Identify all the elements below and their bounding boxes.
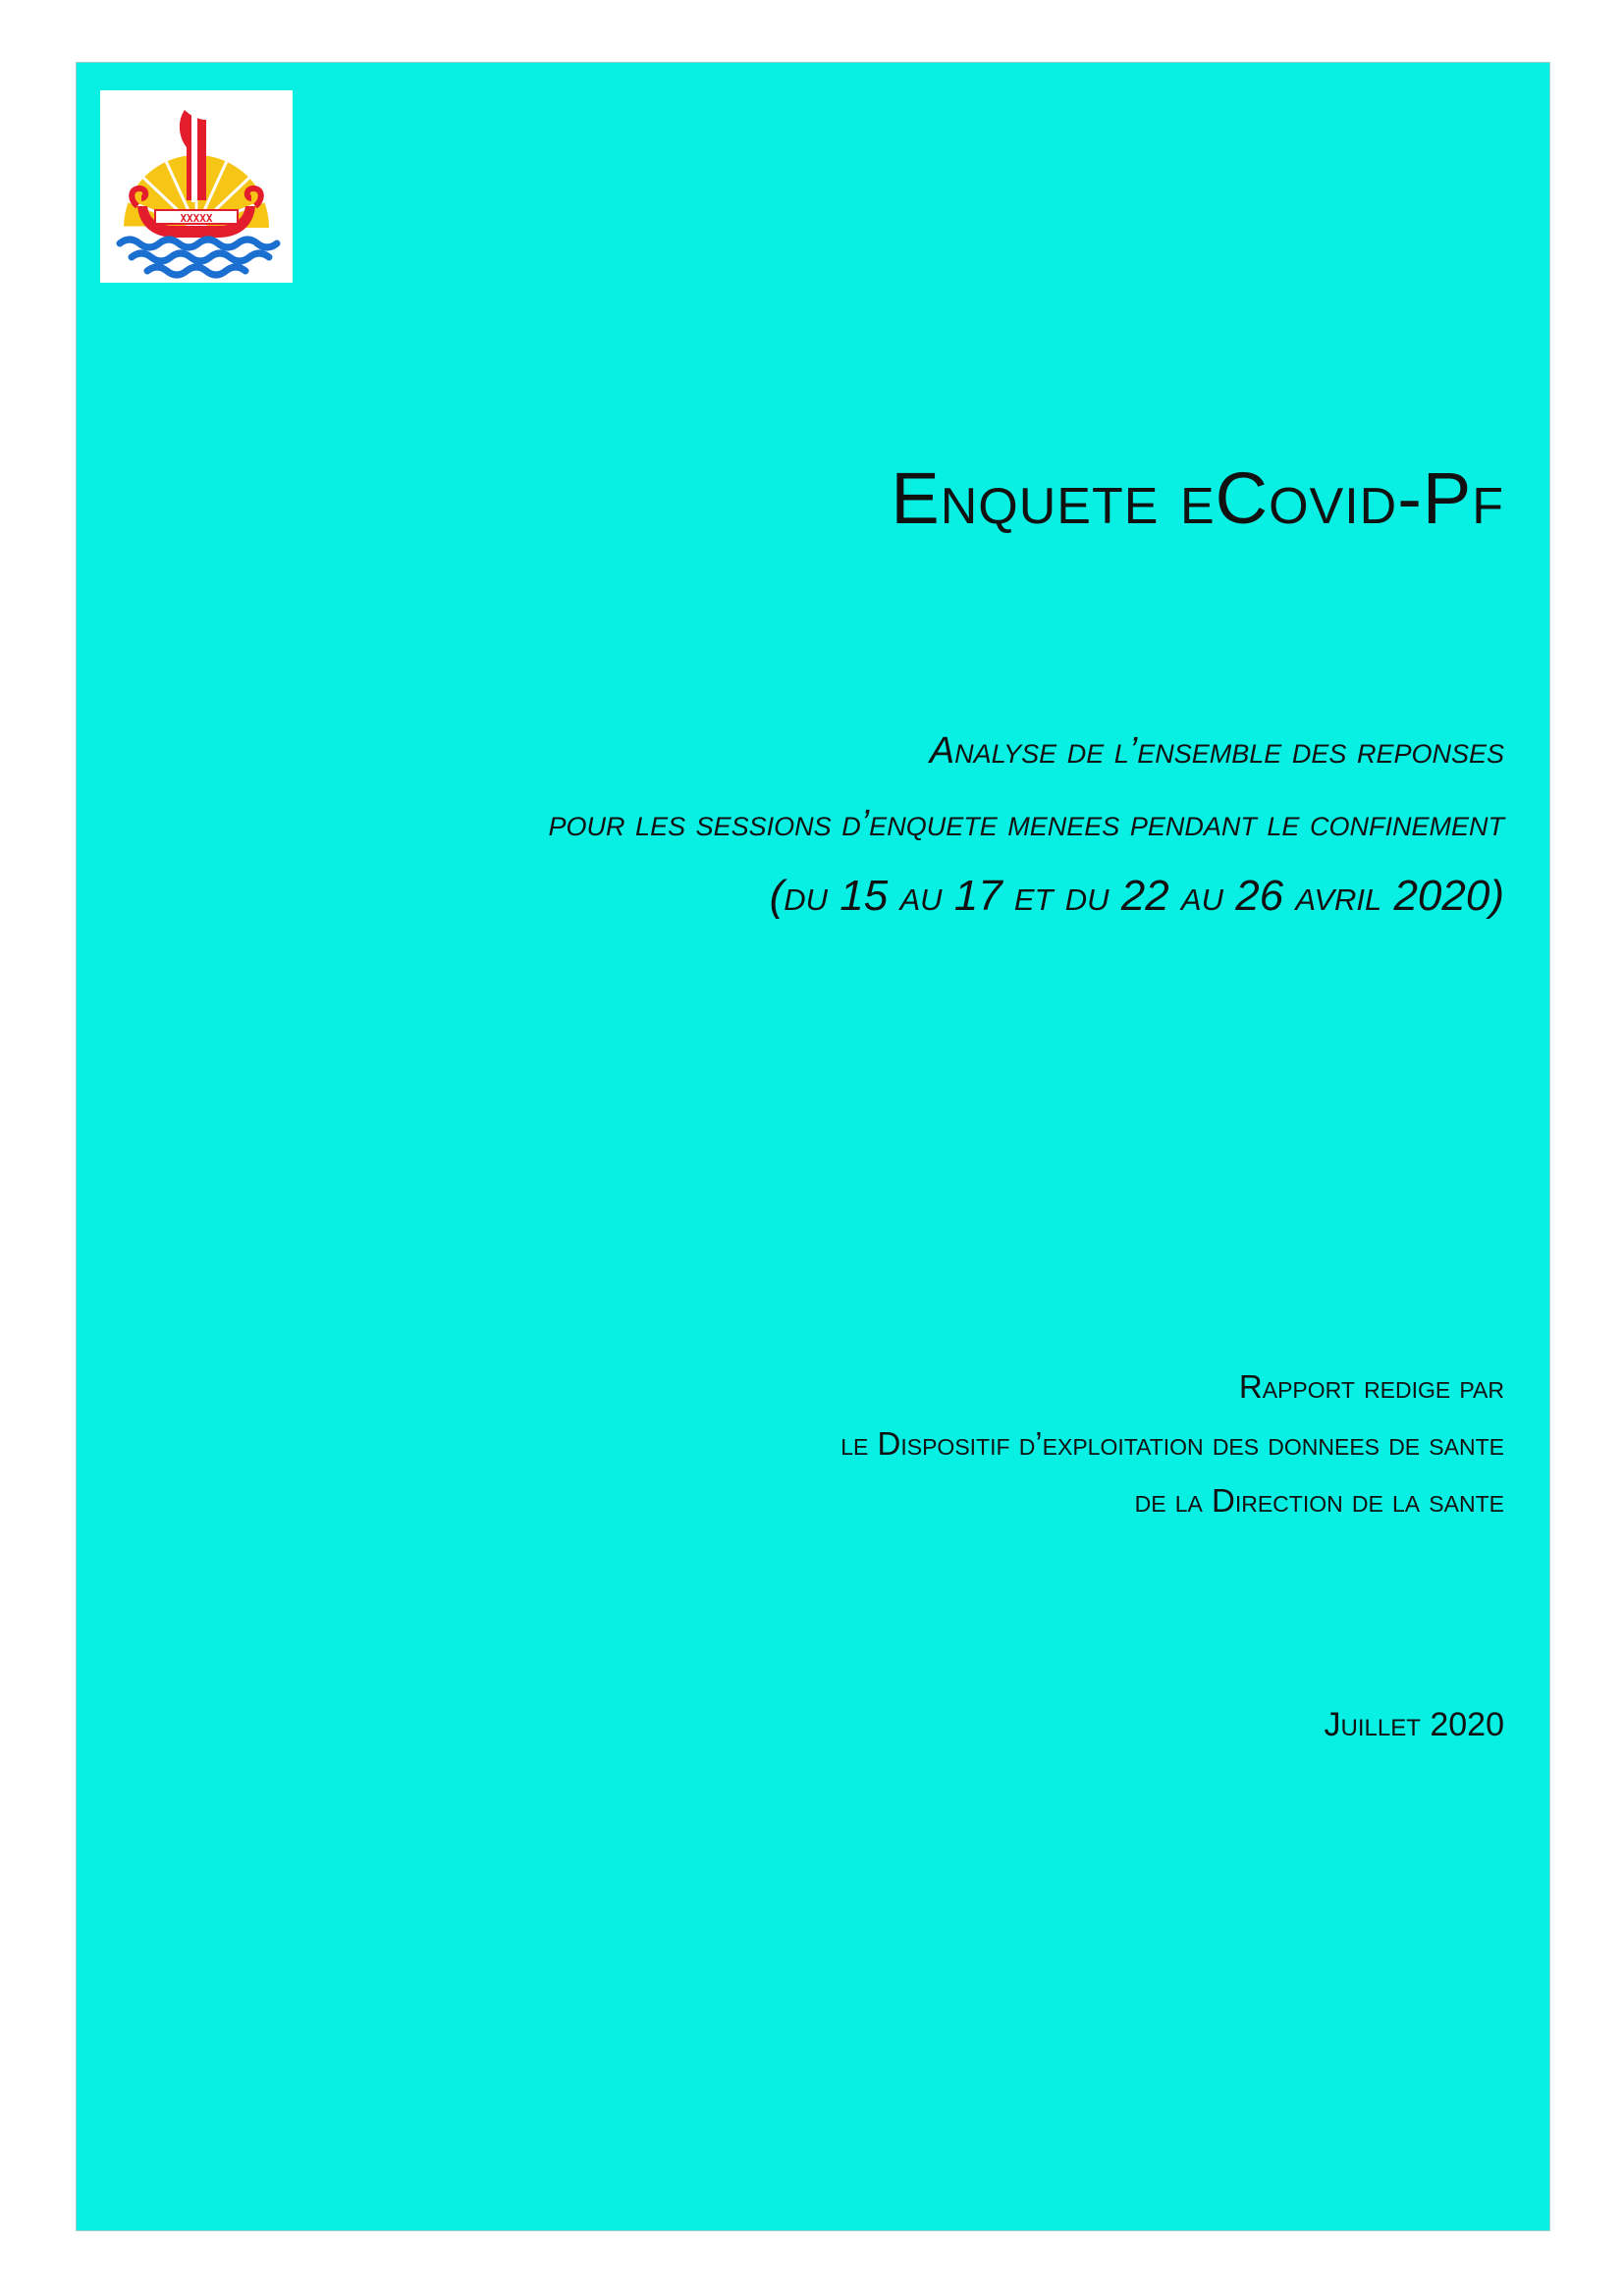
author-line: le Dispositif d’exploitation des donnees de sante bbox=[840, 1425, 1504, 1462]
cover-page bbox=[77, 63, 1549, 2230]
author-block bbox=[840, 1359, 1504, 1529]
author-line: de la Direction de la sante bbox=[1134, 1482, 1504, 1519]
subtitle-line: pour les sessions d’enquete menees pendant le confinement bbox=[548, 803, 1504, 844]
document-title: Enquete eCovid-Pf bbox=[891, 457, 1504, 539]
author-line: Rapport redige par bbox=[1238, 1368, 1504, 1405]
publication-date: Juillet 2020 bbox=[1324, 1706, 1504, 1743]
document-subtitle bbox=[548, 715, 1504, 933]
emblem-text: XXXXX bbox=[180, 212, 213, 225]
coat-of-arms-icon bbox=[100, 90, 293, 283]
subtitle-line: Analyse de l’ensemble des reponses bbox=[929, 730, 1504, 772]
subtitle-line-dates: (du 15 au 17 et du 22 au 26 avril 2020) bbox=[769, 872, 1504, 920]
